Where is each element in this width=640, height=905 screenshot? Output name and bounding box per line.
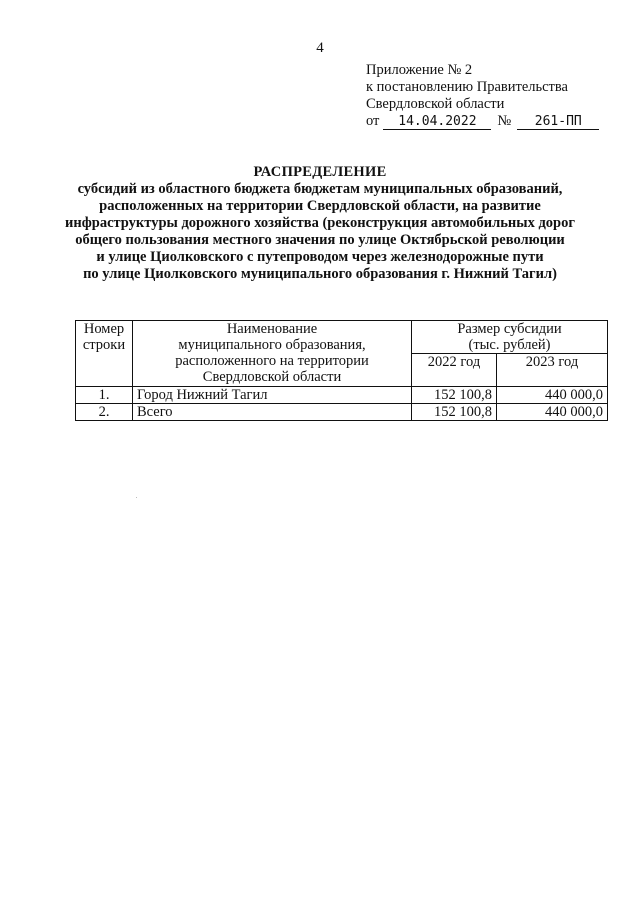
row-number-cell: 1. xyxy=(76,387,133,404)
header-text: Наименование xyxy=(226,321,318,337)
title-line: по улице Циолковского муниципального образования г. Нижний Тагил) xyxy=(83,266,557,282)
decree-date: 14.04.2022 xyxy=(383,114,491,130)
decree-reference xyxy=(366,113,599,130)
amount-2022-cell: 152 100,8 xyxy=(412,387,497,404)
title-heading: РАСПРЕДЕЛЕНИЕ xyxy=(253,164,387,180)
header-row-number xyxy=(76,321,133,387)
header-municipality-name xyxy=(133,321,412,387)
subsidy-table xyxy=(75,320,608,421)
from-label: от xyxy=(366,113,380,129)
header-text: Номер xyxy=(83,321,125,337)
title-line: и улице Циолковского с путепроводом через железнодорожные пути xyxy=(96,249,544,265)
header-text: (тыс. рублей) xyxy=(468,337,551,353)
appendix-line-3: Свердловской области xyxy=(366,96,505,112)
number-label: № xyxy=(497,113,512,129)
header-year-2023: 2023 год xyxy=(497,354,608,387)
row-number-cell: 2. xyxy=(76,404,133,421)
header-year-2022: 2022 год xyxy=(412,354,497,387)
amount-2023-cell: 440 000,0 xyxy=(497,387,608,404)
table-row xyxy=(76,387,608,404)
header-text: Размер субсидии xyxy=(457,321,562,337)
appendix-line-1: Приложение № 2 xyxy=(366,62,473,78)
header-text: муниципального образования, xyxy=(178,337,366,353)
document-title xyxy=(0,164,640,283)
header-text: расположенного на территории xyxy=(175,353,369,369)
scan-speck xyxy=(136,497,137,498)
amount-2023-cell: 440 000,0 xyxy=(497,404,608,421)
title-line: инфраструктуры дорожного хозяйства (реконструкция автомобильных дорог xyxy=(65,215,575,231)
amount-2022-cell: 152 100,8 xyxy=(412,404,497,421)
header-text: Свердловской области xyxy=(202,369,342,385)
decree-number: 261-ПП xyxy=(517,114,599,130)
title-line: расположенных на территории Свердловской области, на развитие xyxy=(99,198,541,214)
header-text: строки xyxy=(82,337,126,353)
appendix-block xyxy=(366,62,599,130)
page-number: 4 xyxy=(316,40,324,56)
municipality-name-cell: Всего xyxy=(133,404,412,421)
appendix-line-2: к постановлению Правительства xyxy=(366,79,568,95)
header-subsidy-amount xyxy=(412,321,608,354)
table-row xyxy=(76,404,608,421)
table-header-row xyxy=(76,321,608,354)
municipality-name-cell: Город Нижний Тагил xyxy=(133,387,412,404)
title-line: общего пользования местного значения по улице Октябрьской революции xyxy=(75,232,565,248)
title-line: субсидий из областного бюджета бюджетам муниципальных образований, xyxy=(77,181,563,197)
